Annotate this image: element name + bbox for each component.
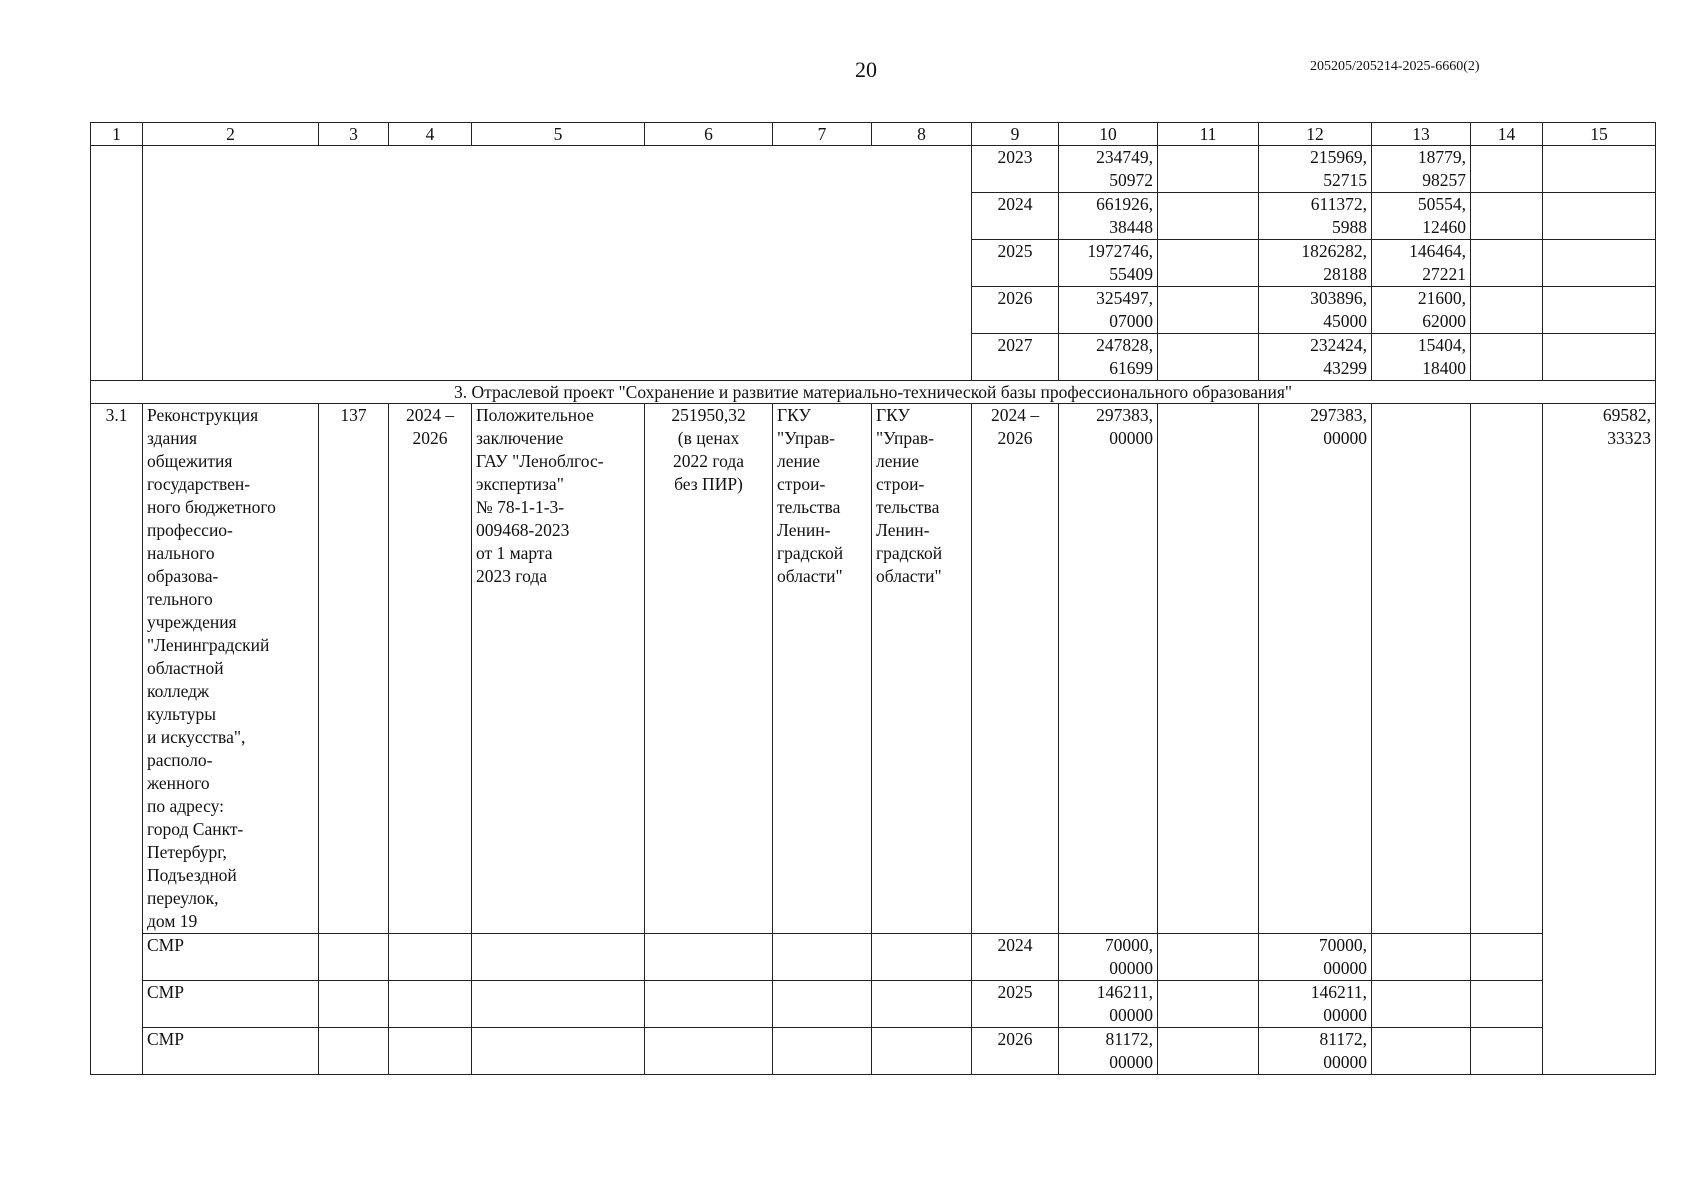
empty-cell <box>389 934 472 981</box>
amount-cell: 661926, 38448 <box>1059 193 1158 240</box>
year-cell: 2026 <box>972 1028 1059 1075</box>
empty-cell <box>1543 193 1656 240</box>
empty-cell <box>1158 240 1259 287</box>
column-number-row <box>91 123 1656 146</box>
year-cell: 2026 <box>972 287 1059 334</box>
year-cell: 2025 <box>972 240 1059 287</box>
period-cell: 2024 – 2026 <box>389 404 472 934</box>
section-heading-row <box>91 381 1656 404</box>
column-header: 11 <box>1158 123 1259 146</box>
table-row <box>91 934 1656 981</box>
empty-cell <box>645 934 773 981</box>
document-id: 205205/205214-2025-6660(2) <box>1310 59 1480 74</box>
amount-cell: 146211, 00000 <box>1059 981 1158 1028</box>
amount-cell: 247828, 61699 <box>1059 334 1158 381</box>
empty-cell <box>773 981 872 1028</box>
empty-cell <box>645 981 773 1028</box>
year-cell: 2027 <box>972 334 1059 381</box>
estimated-cost-cell: 251950,32 (в ценах 2022 года без ПИР) <box>645 404 773 934</box>
empty-cell <box>1543 334 1656 381</box>
section-title: 3. Отраслевой проект "Сохранение и развитие материально-технической базы профессионального образования" <box>91 381 1656 404</box>
page-number: 20 <box>855 57 877 82</box>
column-header: 15 <box>1543 123 1656 146</box>
empty-cell <box>1471 146 1543 193</box>
empty-cell <box>1158 981 1259 1028</box>
column-header: 12 <box>1259 123 1372 146</box>
empty-cell <box>1372 934 1471 981</box>
amount-cell: 70000, 00000 <box>1259 934 1372 981</box>
empty-cell <box>1543 287 1656 334</box>
empty-cell <box>1372 981 1471 1028</box>
empty-cell <box>1158 404 1259 934</box>
amount-cell: 70000, 00000 <box>1059 934 1158 981</box>
amount-cell: 18779, 98257 <box>1372 146 1471 193</box>
amount-cell: 1826282, 28188 <box>1259 240 1372 287</box>
empty-cell <box>872 934 972 981</box>
amount-cell: 234749, 50972 <box>1059 146 1158 193</box>
amount-cell: 215969, 52715 <box>1259 146 1372 193</box>
column-header: 3 <box>319 123 389 146</box>
capacity-cell: 137 <box>319 404 389 934</box>
amount-cell: 146211, 00000 <box>1259 981 1372 1028</box>
year-cell: 2023 <box>972 146 1059 193</box>
empty-cell <box>1372 1028 1471 1075</box>
empty-cell <box>1471 240 1543 287</box>
amount-cell: 1972746, 55409 <box>1059 240 1158 287</box>
column-header: 13 <box>1372 123 1471 146</box>
table-row <box>91 146 1656 193</box>
empty-cell <box>1471 1028 1543 1075</box>
empty-cell <box>1158 934 1259 981</box>
empty-cell <box>1471 404 1543 934</box>
amount-cell: 15404, 18400 <box>1372 334 1471 381</box>
table-row <box>91 404 1656 934</box>
empty-cell <box>472 1028 645 1075</box>
expertise-cell: Положительное заключение ГАУ "Леноблгос- экспертиза" № 78-1-1-3- 009468-2023 от 1 марта 2023 года <box>472 404 645 934</box>
column-header: 4 <box>389 123 472 146</box>
empty-cell <box>1372 404 1471 934</box>
smr-label: СМР <box>143 1028 319 1075</box>
empty-cell <box>1158 1028 1259 1075</box>
column-header: 9 <box>972 123 1059 146</box>
empty-cell <box>773 934 872 981</box>
empty-cell <box>1471 934 1543 981</box>
empty-cell <box>389 1028 472 1075</box>
blank-cell <box>143 146 972 381</box>
amount-cell: 325497, 07000 <box>1059 287 1158 334</box>
empty-cell <box>872 981 972 1028</box>
empty-cell <box>872 1028 972 1075</box>
smr-label: СМР <box>143 981 319 1028</box>
empty-cell <box>1158 193 1259 240</box>
amount-cell: 21600, 62000 <box>1372 287 1471 334</box>
table-row <box>91 981 1656 1028</box>
empty-cell <box>645 1028 773 1075</box>
empty-cell <box>319 934 389 981</box>
years-cell: 2024 – 2026 <box>972 404 1059 934</box>
column-header: 2 <box>143 123 319 146</box>
builder-cell: ГКУ "Управ- ление строи- тельства Ленин- градской области" <box>872 404 972 934</box>
amount-cell: 303896, 45000 <box>1259 287 1372 334</box>
empty-cell <box>472 934 645 981</box>
year-cell: 2024 <box>972 934 1059 981</box>
amount-cell: 81172, 00000 <box>1259 1028 1372 1075</box>
customer-cell: ГКУ "Управ- ление строи- тельства Ленин- градской области" <box>773 404 872 934</box>
column-header: 8 <box>872 123 972 146</box>
amount-cell: 81172, 00000 <box>1059 1028 1158 1075</box>
empty-cell <box>1471 981 1543 1028</box>
item-number: 3.1 <box>91 404 143 1075</box>
investment-table <box>90 122 1656 1075</box>
object-name: Реконструкция здания общежития государствен- ного бюджетного профессио- нального образова- тельного учреждения "Ленинградский областной колледж культуры и искусства", располо- женного по адресу: город Санкт- Петербург, Подъездной переулок, дом 19 <box>143 404 319 934</box>
empty-cell <box>773 1028 872 1075</box>
amount-cell: 69582, 33323 <box>1543 404 1656 1075</box>
empty-cell <box>1158 146 1259 193</box>
amount-cell: 146464, 27221 <box>1372 240 1471 287</box>
year-cell: 2024 <box>972 193 1059 240</box>
empty-cell <box>1471 287 1543 334</box>
empty-cell <box>472 981 645 1028</box>
amount-cell: 611372, 5988 <box>1259 193 1372 240</box>
empty-cell <box>319 1028 389 1075</box>
blank-cell <box>91 146 143 381</box>
amount-cell: 50554, 12460 <box>1372 193 1471 240</box>
column-header: 1 <box>91 123 143 146</box>
column-header: 14 <box>1471 123 1543 146</box>
empty-cell <box>1543 146 1656 193</box>
table-row <box>91 1028 1656 1075</box>
amount-cell: 297383, 00000 <box>1059 404 1158 934</box>
smr-label: СМР <box>143 934 319 981</box>
empty-cell <box>1471 334 1543 381</box>
column-header: 7 <box>773 123 872 146</box>
column-header: 6 <box>645 123 773 146</box>
empty-cell <box>1471 193 1543 240</box>
amount-cell: 232424, 43299 <box>1259 334 1372 381</box>
column-header: 10 <box>1059 123 1158 146</box>
amount-cell: 297383, 00000 <box>1259 404 1372 934</box>
column-header: 5 <box>472 123 645 146</box>
empty-cell <box>319 981 389 1028</box>
empty-cell <box>389 981 472 1028</box>
empty-cell <box>1158 334 1259 381</box>
year-cell: 2025 <box>972 981 1059 1028</box>
empty-cell <box>1543 240 1656 287</box>
empty-cell <box>1158 287 1259 334</box>
